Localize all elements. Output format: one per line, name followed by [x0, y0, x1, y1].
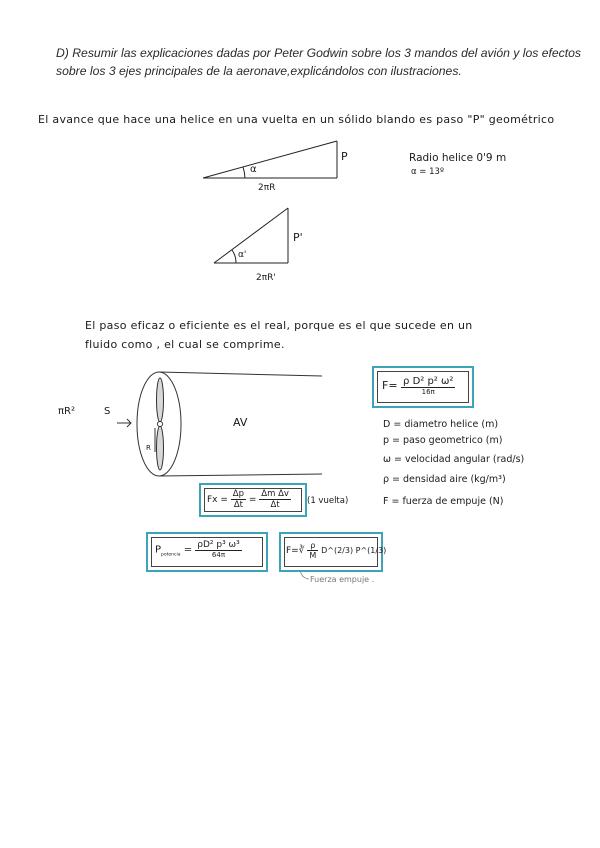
radio-note-line-1: Radio helice 0'9 m — [409, 152, 507, 164]
legend-item: ρ = densidad aire (kg/m³) — [383, 474, 506, 485]
heading-line-1: D) Resumir las explicaciones dadas por Peter Godwin sobre los 3 mandos del avión y los efectos — [56, 46, 581, 60]
f2-den: M — [309, 551, 317, 560]
legend-item: p = paso geometrico (m) — [383, 435, 503, 446]
propeller-diagram — [117, 372, 322, 476]
f2-tail: D^(2/3) P^(1/3) — [321, 546, 387, 555]
f2-num: ρ — [307, 541, 318, 551]
r-label: R — [146, 444, 151, 452]
f2-lhs: F=∛ — [286, 546, 305, 556]
fx-num-2: Δm Δv — [261, 489, 289, 499]
fx-lhs: Fx = — [207, 495, 228, 505]
sentence-helix-advance: El avance que hace una helice en una vuelta en un sólido blando es paso "P" geométrico — [38, 113, 555, 126]
triangle-2-angle: α' — [238, 250, 247, 260]
power-num: ρD² p³ ω³ — [197, 540, 240, 550]
paragraph-line-2: fluido como , el cual se comprime. — [85, 338, 285, 351]
power-sub: potencia — [161, 552, 181, 558]
radio-note-line-2: α = 13º — [411, 167, 444, 177]
triangle-2-side: P' — [293, 231, 303, 244]
power-formula-box: $P_{potencia}$ = $\frac{\text{ρD² p³ ω³}}{64\pi}$ — [146, 532, 268, 572]
power-lhs: P — [155, 544, 162, 556]
fx-den-2: Δt — [270, 500, 280, 510]
triangle-1-side: P — [341, 150, 348, 163]
force-formula-lhs: F= — [382, 379, 398, 392]
force-root-formula-box — [279, 532, 387, 572]
triangle-1-angle: α — [250, 164, 257, 175]
legend-item: D = diametro helice (m) — [383, 419, 499, 430]
legend-item: F = fuerza de empuje (N) — [383, 496, 504, 507]
force-formula-den: 16π — [421, 388, 435, 396]
legend-item: ω = velocidad angular (rad/s) — [383, 454, 525, 465]
thrust-formula-box: Fx = $\frac{\Delta p}{\Delta t}$ = $\frac{\text{Δm Δv}}{\Delta t}$ — [199, 483, 307, 517]
force-formula-box — [372, 366, 474, 408]
s-label: S — [104, 406, 111, 417]
power-den: 64π — [211, 551, 226, 559]
fx-note: (1 vuelta) — [307, 496, 349, 506]
fx-den-1: Δt — [233, 500, 243, 510]
note-fuerza-empuje: Fuerza empuje . — [310, 575, 375, 584]
area-label: πR² — [58, 406, 75, 417]
triangle-1 — [203, 141, 337, 178]
force-formula-num: ρ D² p² ω² — [403, 376, 454, 387]
av-label: AV — [233, 416, 248, 429]
triangle-2 — [214, 208, 288, 263]
paragraph-line-1: El paso eficaz o eficiente es el real, porque es el que sucede en un — [85, 319, 473, 332]
fx-num-1: Δp — [232, 489, 244, 499]
heading-line-2: sobre los 3 ejes principales de la aeronave,explicándolos con ilustraciones. — [56, 64, 462, 78]
triangle-1-base: 2πR — [258, 183, 276, 193]
triangle-2-base: 2πR' — [256, 273, 276, 283]
